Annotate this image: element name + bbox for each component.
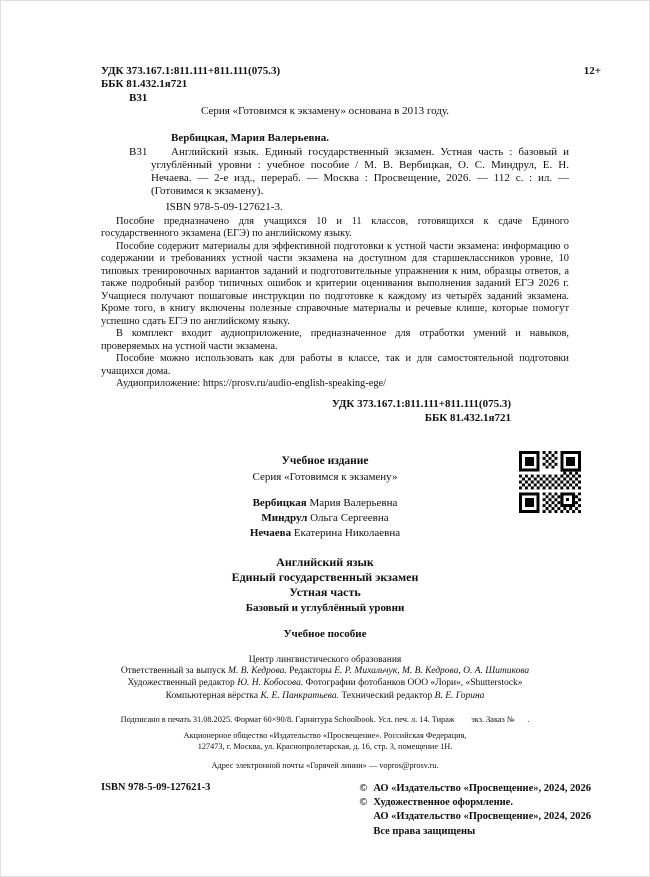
copyright-sign: © (359, 797, 368, 809)
staff-person: Ю. Н. Кобосова. (237, 678, 304, 689)
staff-role: Фотографии фотобанков ООО «Лори», «Shutterstock» (303, 678, 523, 689)
annotation-paragraph: В комплект входит аудиоприложение, предназначенное для отработки умений и навыков, проверяемых на устной части экзамена. (101, 328, 569, 352)
staff-person: К. Е. Панкратьева. (260, 690, 339, 701)
annotation-paragraph: Пособие содержит материалы для эффективной подготовки к устной части экзамена: информацию о содержании и требованиях устной части экзамена на доступном для старшеклассников уровне, 10 типовых тренировочных вариантов заданий и подготовительные упражнения к ним, образцы ответов, а также подробный разбор типичных ошибок и критерии оценивания выполнения заданий ЕГЭ 2026 г. Учащиеся получают пошаговые инструкции по подготовке к каждому из четырёх заданий экзамена. Кроме того, в книгу включены полезные справочные материалы и речевые клише, которые помогут успешно сдать ЕГЭ по английскому языку. (101, 240, 569, 327)
annotation-paragraph: Пособие предназначено для учащихся 10 и 11 классов, готовящихся к сдаче Единого государственного экзамена (ЕГЭ) по английскому языку. (101, 215, 569, 240)
copyright-line (359, 810, 591, 824)
author-name (81, 511, 569, 526)
staff-role: Компьютерная вёрстка (165, 690, 261, 701)
copyright-sign: © (359, 783, 368, 794)
book-title-block (81, 555, 569, 640)
series-founded-note: Серия «Готовимся к экзамену» основана в 2013 году. (200, 105, 450, 117)
audio-app-line: Аудиоприложение: https://prosv.ru/audio-english-speaking-ege/ (116, 378, 387, 390)
staff-line (81, 677, 569, 690)
bibliographic-description: Английский язык. Единый государственный экзамен. Устная часть : базовый и углублённый уровни : учебное пособие / М. В. Вербицкая, О. С. Миндрул, Е. Н. Нечаева. — 2-е изд., перераб. — Москва : Просвещение, 2026. — 112 с. : ил. — (Готовимся к экзамену). (151, 146, 569, 197)
author-surname: Вербицкая (252, 497, 307, 509)
bbk-code-right: ББК 81.432.1я721 (424, 411, 511, 424)
copyright-sign (359, 810, 373, 824)
bbk-code: ББК 81.432.1я721 (101, 78, 188, 91)
footer (101, 782, 591, 839)
annotation-paragraph: Пособие можно использовать как для работы в классе, так и для самостоятельной подготовки учащихся дома. (101, 353, 569, 377)
staff-person: В. Е. Горина (434, 690, 485, 701)
publisher-line: 127473, г. Москва, ул. Краснопролетарская, д. 16, стр. 3, помещение 1Н. (197, 741, 453, 751)
age-rating-badge: 12+ (583, 65, 601, 77)
copyright-text: АО «Издательство «Просвещение», 2024, 2026 (373, 811, 591, 823)
staff-role: Редакторы (286, 665, 335, 676)
hotline-email-line: Адрес электронной почты «Горячей линии» — vopros@prosv.ru. (211, 760, 439, 770)
book-title-line: Единый государственный экзамен (231, 569, 419, 584)
staff-role: Художественный редактор (127, 678, 238, 689)
edition-type: Учебное издание (281, 455, 369, 467)
copyright-line (359, 782, 591, 796)
copyright-sign (359, 825, 373, 839)
udk-code-right: УДК 373.167.1:811.111+811.111(075.3) (331, 397, 511, 410)
copyright-block (359, 782, 591, 839)
author-firstname: Ольга Сергеевна (310, 511, 389, 524)
staff-line (81, 690, 569, 703)
copyright-text: Художественное оформление. (373, 797, 513, 809)
staff-person: Е. Р. Михальчук, М. В. Кедрова, О. А. Шитикова (334, 665, 530, 676)
staff-role: Технический редактор (338, 690, 435, 701)
margin-author-sign: В31 (129, 146, 148, 158)
classification-codes (101, 65, 280, 105)
isbn-line: ISBN 978-5-09-127621-3. (166, 200, 283, 213)
copyright-line (359, 825, 591, 839)
udk-bbk-right-block (101, 397, 569, 426)
publisher-address-block (81, 731, 569, 753)
copyright-line (359, 796, 591, 810)
copyright-text: Все права защищены (373, 825, 476, 837)
staff-role: Ответственный за выпуск (120, 665, 229, 676)
author-firstname: Мария Валерьевна (309, 497, 398, 509)
author-sign-code: В31 (129, 91, 148, 104)
publishing-center-line: Центр лингвистического образования (248, 654, 402, 665)
staff-person: М. В. Кедрова. (228, 665, 287, 676)
imprint-section (81, 455, 569, 770)
author-surname: Миндрул (261, 511, 308, 524)
book-title-line: Английский язык (276, 554, 374, 569)
publisher-line: Акционерное общество «Издательство «Просвещение». Российская Федерация, (183, 731, 467, 741)
catalog-entry (101, 132, 569, 425)
author-heading: Вербицкая, Мария Валерьевна. (171, 132, 330, 144)
author-surname: Нечаева (249, 526, 292, 539)
udk-code: УДК 373.167.1:811.111+811.111(075.3) (101, 65, 281, 77)
print-info-line: Подписано в печать 31.08.2025. Формат 60×90/8. Гарнитура Schoolbook. Усл. печ. л. 14. Тираж экз. Заказ № . (120, 715, 530, 725)
bibliographic-record (101, 146, 569, 198)
copyright-text: АО «Издательство «Просвещение», 2024, 2026 (373, 783, 591, 794)
author-name (81, 496, 569, 511)
book-subtitle: Базовый и углублённый уровни (245, 601, 405, 614)
staff-line (81, 665, 569, 678)
publication-kind: Учебное пособие (283, 627, 367, 640)
book-title-line: Устная часть (289, 584, 361, 599)
author-name (81, 526, 569, 541)
authors-block (81, 496, 569, 541)
footer-isbn: ISBN 978-5-09-127621-3 (101, 782, 211, 793)
series-line: Серия «Готовимся к экзамену» (252, 471, 398, 483)
author-firstname: Екатерина Николаевна (293, 526, 401, 539)
